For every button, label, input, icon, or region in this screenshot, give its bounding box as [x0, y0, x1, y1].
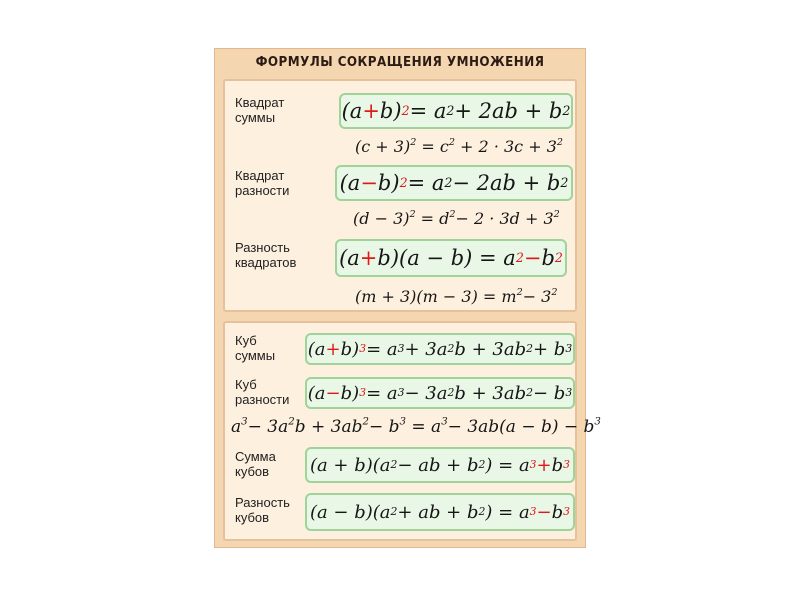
cube-diff-formula: (a − b) 3 = a 3 − 3a 2 b + 3ab 2 − b 3 [305, 377, 575, 409]
diff-squares-label [235, 240, 296, 270]
label-line: Сумма [235, 449, 276, 464]
label-line: кубов [235, 510, 270, 525]
label-line: Разность [235, 495, 290, 510]
squares-panel [223, 79, 577, 312]
square-diff-label [235, 168, 289, 198]
sum-cubes-formula: (a + b)(a 2 − ab + b 2 ) = a 3 + b 3 [305, 447, 575, 483]
diff-squares-formula: (a + b)(a − b) = a 2 − b 2 [335, 239, 567, 277]
square-sum-label [235, 95, 284, 125]
label-line: Разность [235, 240, 290, 255]
label-line: квадратов [235, 255, 297, 270]
cube-diff-label [235, 377, 289, 407]
label-line: разности [235, 183, 290, 198]
label-line: Куб [235, 377, 257, 392]
cube-sum-formula: (a + b) 3 = a 3 + 3a 2 b + 3ab 2 + b 3 [305, 333, 575, 365]
diff-squares-example: $(m + 3)(m - 3) = m^2- 3^2$ [355, 286, 558, 306]
poster-title: ФОРМУЛЫ СОКРАЩЕНИЯ УМНОЖЕНИЯ [255, 55, 545, 70]
diff-cubes-label [235, 495, 290, 525]
diff-cubes-formula: (a − b)(a 2 + ab + b 2 ) = a 3 − b 3 [305, 493, 575, 531]
formula-poster [214, 48, 601, 548]
square-sum-formula: (a + b) 2 = a 2 + 2ab + b 2 [339, 93, 573, 129]
cubes-panel [223, 321, 601, 541]
label-line: Квадрат [235, 95, 285, 110]
square-sum-example: $(c + 3)^2 = c^2 + 2 \cdot 3c + 3^2$ [355, 136, 563, 156]
label-line: суммы [235, 348, 276, 363]
cube-sum-label [235, 333, 275, 363]
label-line: кубов [235, 464, 270, 479]
cube-diff-alt-form: $a^3- 3a^2b + 3ab^2- b^3 = a^3- 3ab(a - b) - b^3$ [231, 416, 601, 437]
sum-cubes-label [235, 449, 276, 479]
label-line: суммы [235, 110, 276, 125]
square-diff-formula: (a − b) 2 = a 2 − 2ab + b 2 [335, 165, 573, 201]
square-diff-example: $(d - 3)^2 = d^2- 2 \cdot 3d + 3^2$ [353, 208, 560, 228]
label-line: разности [235, 392, 290, 407]
label-line: Куб [235, 333, 257, 348]
label-line: Квадрат [235, 168, 285, 183]
